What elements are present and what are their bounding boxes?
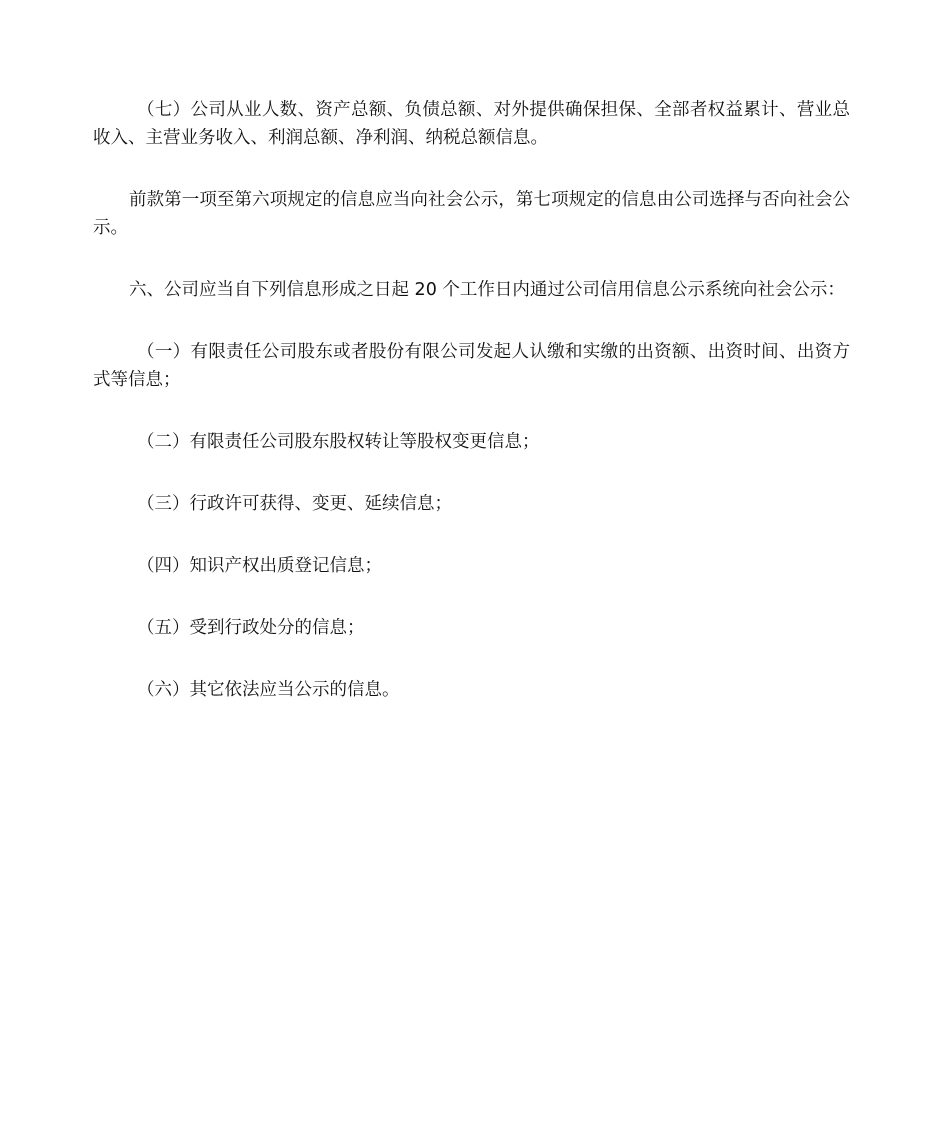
paragraph-item-6: （六）其它依法应当公示的信息。 — [137, 680, 400, 700]
paragraph-item-4: （四）知识产权出质登记信息； — [137, 556, 382, 576]
paragraph-public-disclosure-note: 前款第一项至第六项规定的信息应当向社会公示，第七项规定的信息由公司选择与否向社会公示。 — [93, 190, 850, 238]
document-body — [93, 96, 850, 704]
paragraph-section-6: 六、公司应当自下列信息形成之日起 20 个工作日内通过公司信用信息公示系统向社会公示： — [129, 280, 845, 300]
paragraph-item-2: （二）有限责任公司股东股权转让等股权变更信息； — [137, 432, 540, 452]
paragraph-item-5: （五）受到行政处分的信息； — [137, 618, 365, 638]
paragraph-item-3: （三）行政许可获得、变更、延续信息； — [137, 494, 452, 514]
paragraph-item-7: （七）公司从业人数、资产总额、负债总额、对外提供确保担保、全部者权益累计、营业总收入、主营业务收入、利润总额、净利润、纳税总额信息。 — [93, 100, 850, 148]
paragraph-item-1: （一）有限责任公司股东或者股份有限公司发起人认缴和实缴的出资额、出资时间、出资方式等信息； — [93, 342, 850, 390]
